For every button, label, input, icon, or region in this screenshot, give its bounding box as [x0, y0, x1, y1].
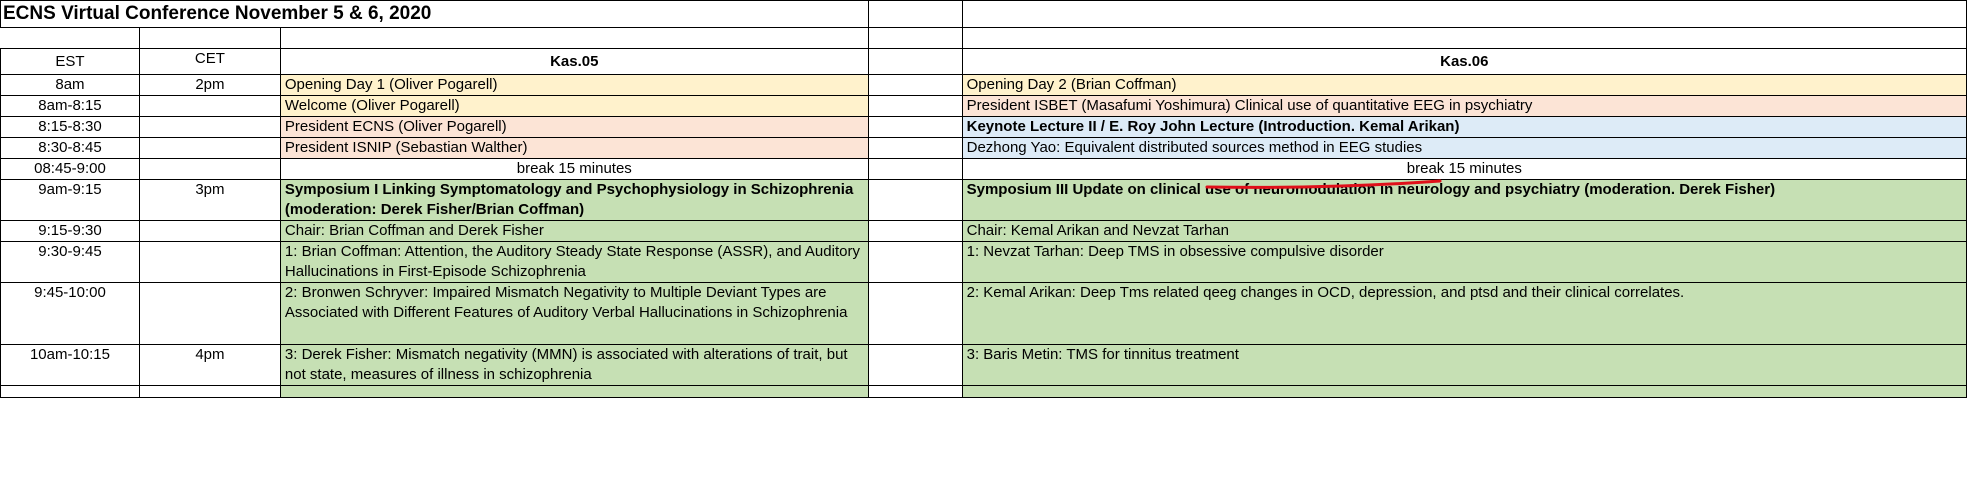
- day1-session-cell[interactable]: 1: Brian Coffman: Attention, the Auditory Steady State Response (ASSR), and Auditory Hallucinations in First-Episode Schizophrenia: [280, 242, 868, 283]
- est-time-cell[interactable]: 9am-9:15: [1, 180, 140, 221]
- empty-cell[interactable]: [962, 28, 1966, 49]
- empty-cell[interactable]: [280, 28, 868, 49]
- cet-time-cell[interactable]: [139, 221, 280, 242]
- empty-cell[interactable]: [868, 138, 962, 159]
- schedule-row: [1, 345, 1967, 386]
- est-time-cell[interactable]: 8:30-8:45: [1, 138, 140, 159]
- day2-session-cell[interactable]: Dezhong Yao: Equivalent distributed sources method in EEG studies: [962, 138, 1966, 159]
- title-row: [1, 1, 1967, 28]
- est-time-cell[interactable]: 9:15-9:30: [1, 221, 140, 242]
- day2-header[interactable]: Kas.06: [962, 49, 1966, 75]
- est-time-cell[interactable]: 08:45-9:00: [1, 159, 140, 180]
- schedule-row: [1, 386, 1967, 398]
- day1-session-cell[interactable]: President ISNIP (Sebastian Walther): [280, 138, 868, 159]
- empty-cell[interactable]: [280, 386, 868, 398]
- empty-cell[interactable]: [868, 159, 962, 180]
- cet-time-cell[interactable]: [139, 242, 280, 283]
- blank-row: [1, 28, 1967, 49]
- header-row: [1, 49, 1967, 75]
- empty-cell[interactable]: [1, 386, 140, 398]
- cet-time-cell[interactable]: [139, 96, 280, 117]
- cet-time-cell[interactable]: 2pm: [139, 75, 280, 96]
- schedule-row: [1, 180, 1967, 221]
- est-header[interactable]: EST: [1, 49, 140, 75]
- empty-cell[interactable]: [868, 242, 962, 283]
- schedule-row: [1, 283, 1967, 345]
- est-time-cell[interactable]: 9:30-9:45: [1, 242, 140, 283]
- cet-time-cell[interactable]: [139, 283, 280, 345]
- empty-cell[interactable]: [868, 221, 962, 242]
- cet-time-cell[interactable]: 4pm: [139, 345, 280, 386]
- day1-header[interactable]: Kas.05: [280, 49, 868, 75]
- day1-session-cell[interactable]: break 15 minutes: [280, 159, 868, 180]
- empty-cell[interactable]: [868, 283, 962, 345]
- empty-cell[interactable]: [1, 28, 140, 49]
- schedule-row: [1, 138, 1967, 159]
- schedule-row: [1, 159, 1967, 180]
- day2-session-cell[interactable]: President ISBET (Masafumi Yoshimura) Clinical use of quantitative EEG in psychiatry: [962, 96, 1966, 117]
- day2-session-cell[interactable]: Symposium III Update on clinical use of neuromodulation in neurology and psychiatry (moderation. Derek Fisher): [962, 180, 1966, 221]
- empty-cell[interactable]: [139, 386, 280, 398]
- day1-session-cell[interactable]: 3: Derek Fisher: Mismatch negativity (MMN) is associated with alterations of trait, but not state, measures of illness in schizophrenia: [280, 345, 868, 386]
- day1-session-cell[interactable]: President ECNS (Oliver Pogarell): [280, 117, 868, 138]
- title-cell[interactable]: ECNS Virtual Conference November 5 & 6, 2020: [1, 1, 869, 28]
- day2-session-cell[interactable]: 1: Nevzat Tarhan: Deep TMS in obsessive compulsive disorder: [962, 242, 1966, 283]
- day2-session-cell[interactable]: Chair: Kemal Arikan and Nevzat Tarhan: [962, 221, 1966, 242]
- empty-cell[interactable]: [962, 386, 1966, 398]
- empty-cell[interactable]: [868, 386, 962, 398]
- schedule-row: [1, 221, 1967, 242]
- est-time-cell[interactable]: 9:45-10:00: [1, 283, 140, 345]
- empty-cell[interactable]: [868, 345, 962, 386]
- day2-session-cell[interactable]: Keynote Lecture II / E. Roy John Lecture (Introduction. Kemal Arikan): [962, 117, 1966, 138]
- day2-session-cell[interactable]: 3: Baris Metin: TMS for tinnitus treatment: [962, 345, 1966, 386]
- empty-cell[interactable]: [139, 28, 280, 49]
- day2-session-cell[interactable]: break 15 minutes: [962, 159, 1966, 180]
- est-time-cell[interactable]: 8am: [1, 75, 140, 96]
- cet-time-cell[interactable]: [139, 117, 280, 138]
- empty-cell[interactable]: [962, 1, 1966, 28]
- day1-session-cell[interactable]: 2: Bronwen Schryver: Impaired Mismatch Negativity to Multiple Deviant Types are Associated with Different Features of Auditory Verbal Hallucinations in Schizophrenia: [280, 283, 868, 345]
- day2-session-cell[interactable]: 2: Kemal Arikan: Deep Tms related qeeg changes in OCD, depression, and ptsd and their clinical correlates.: [962, 283, 1966, 345]
- est-time-cell[interactable]: 10am-10:15: [1, 345, 140, 386]
- empty-cell[interactable]: [868, 49, 962, 75]
- est-time-cell[interactable]: 8am-8:15: [1, 96, 140, 117]
- day1-session-cell[interactable]: Symposium I Linking Symptomatology and Psychophysiology in Schizophrenia (moderation: Derek Fisher/Brian Coffman): [280, 180, 868, 221]
- empty-cell[interactable]: [868, 180, 962, 221]
- empty-cell[interactable]: [868, 117, 962, 138]
- empty-cell[interactable]: [868, 1, 962, 28]
- day1-session-cell[interactable]: Opening Day 1 (Oliver Pogarell): [280, 75, 868, 96]
- day2-session-cell[interactable]: Opening Day 2 (Brian Coffman): [962, 75, 1966, 96]
- schedule-row: [1, 75, 1967, 96]
- cet-time-cell[interactable]: 3pm: [139, 180, 280, 221]
- cet-header[interactable]: CET: [139, 49, 280, 75]
- empty-cell[interactable]: [868, 96, 962, 117]
- est-time-cell[interactable]: 8:15-8:30: [1, 117, 140, 138]
- cet-time-cell[interactable]: [139, 138, 280, 159]
- day1-session-cell[interactable]: Chair: Brian Coffman and Derek Fisher: [280, 221, 868, 242]
- schedule-row: [1, 117, 1967, 138]
- day1-session-cell[interactable]: Welcome (Oliver Pogarell): [280, 96, 868, 117]
- empty-cell[interactable]: [868, 75, 962, 96]
- cet-time-cell[interactable]: [139, 159, 280, 180]
- schedule-row: [1, 242, 1967, 283]
- empty-cell[interactable]: [868, 28, 962, 49]
- schedule-row: [1, 96, 1967, 117]
